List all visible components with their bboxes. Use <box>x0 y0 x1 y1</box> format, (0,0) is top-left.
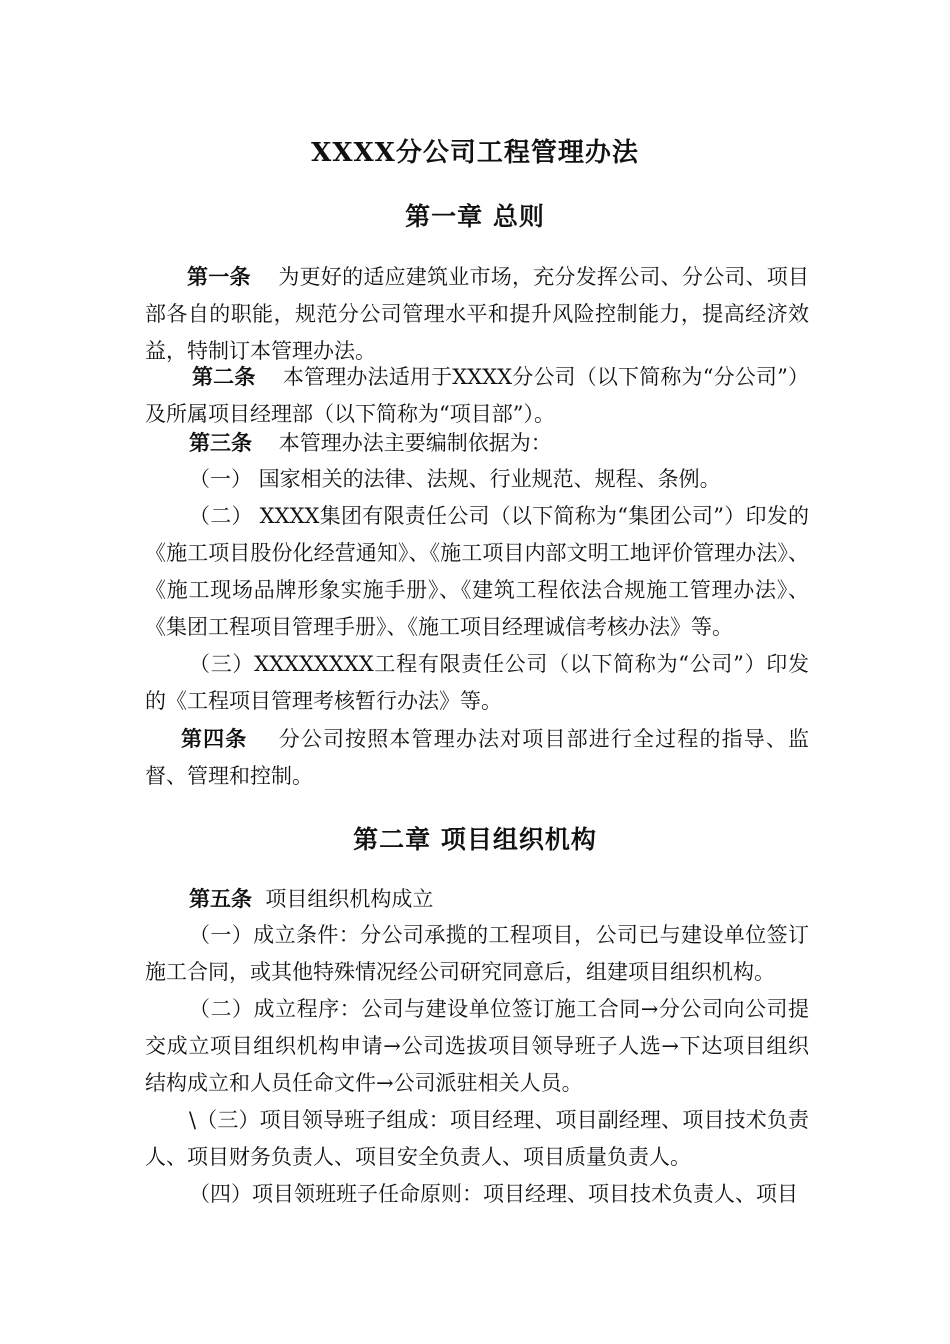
article-1-label: 第一条 <box>187 264 251 289</box>
article-5-item-1: （一）成立条件：分公司承揽的工程项目，公司已与建设单位签订施工合同，或其他特殊情况经公司研究同意后，组建项目组织机构。 <box>145 923 809 984</box>
chapter-1-title: 第一章 总则 <box>405 202 545 231</box>
article-5 <box>145 880 809 918</box>
article-4 <box>145 720 809 795</box>
article-2-text: 本管理办法适用于XXXX分公司（以下简称为“分公司”）及所属项目经理部（以下简称为“项目部”）。 <box>145 365 810 426</box>
document-title: XXXX分公司工程管理办法 <box>311 138 639 168</box>
article-5-item-2: （二）成立程序：公司与建设单位签订施工合同→分公司向公司提交成立项目组织机构申请→公司选拔项目领导班子人选→下达项目组织结构成立和人员任命文件→公司派驻相关人员。 <box>145 997 809 1095</box>
article-4-text: 分公司按照本管理办法对项目部进行全过程的指导、监督、管理和控制。 <box>145 727 810 788</box>
article-5-item-4: （四）项目领班班子任命原则：项目经理、项目技术负责人、项目 <box>189 1182 798 1206</box>
article-2 <box>145 358 809 433</box>
article-5-label: 第五条 <box>189 886 252 911</box>
article-5-item-3: \（三）项目领导班子组成：项目经理、项目副经理、项目技术负责人、项目财务负责人、项目安全负责人、项目质量负责人。 <box>145 1108 809 1169</box>
article-3 <box>145 424 809 462</box>
article-1 <box>145 258 809 370</box>
article-3-item-1: （一） 国家相关的法律、法规、行业规范、规程、条例。 <box>189 467 721 491</box>
article-3-label: 第三条 <box>189 430 252 455</box>
article-2-label: 第二条 <box>192 364 256 389</box>
article-5-text: 项目组织机构成立 <box>265 887 434 911</box>
article-1-text: 为更好的适应建筑业市场，充分发挥公司、分公司、项目部各自的职能，规范分公司管理水平和提升风险控制能力，提高经济效益，特制订本管理办法。 <box>145 265 810 363</box>
article-3-text: 本管理办法主要编制依据为： <box>278 431 552 455</box>
article-3-item-2: （二） XXXX集团有限责任公司（以下简称为“集团公司”）印发的《施工项目股份化经营通知》、《施工项目内部文明工地评价管理办法》、《施工现场品牌形象实施手册》、《建筑工程依法合规施工管理办法》、《集团工程项目管理手册》、《施工项目经理诚信考核办法》等。 <box>145 504 809 639</box>
article-4-label: 第四条 <box>181 726 248 751</box>
chapter-2-title: 第二章 项目组织机构 <box>353 825 597 854</box>
article-3-item-3: （三）XXXXXXXX工程有限责任公司（以下简称为“公司”）印发的《工程项目管理考核暂行办法》等。 <box>145 652 809 713</box>
